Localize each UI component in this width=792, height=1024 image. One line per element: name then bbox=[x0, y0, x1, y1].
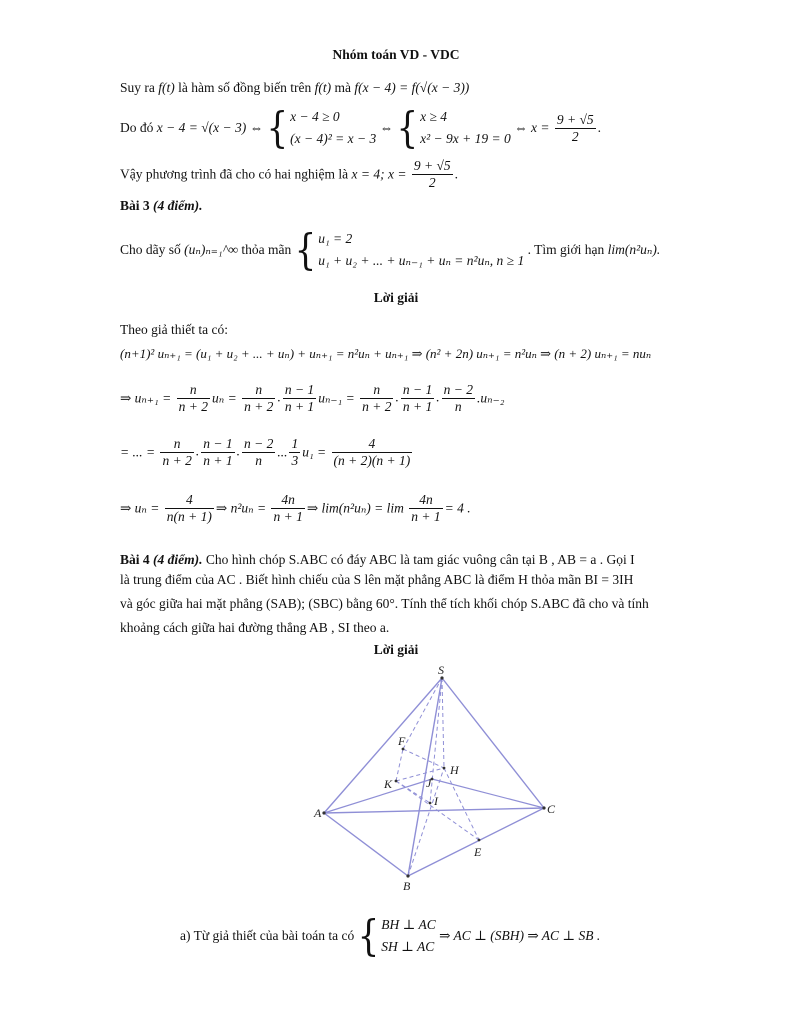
frac-den: n bbox=[255, 453, 263, 468]
sys-row: x ≥ 4 bbox=[420, 109, 448, 124]
brace-icon: { bbox=[357, 911, 380, 961]
frac-den: n(n + 1) bbox=[166, 509, 212, 524]
section-points: (4 điểm). bbox=[153, 198, 203, 213]
line-do-do: Do đó x − 4 = √(x − 3) ⇔ { x − 4 ≥ 0 (x − 4)² = x − 3 ⇔ { x ≥ 4 x² − 9x + 19 = 0 ⇔ x = $\frac{9 + √5}{2}$ . bbox=[120, 103, 601, 153]
fraction bbox=[409, 492, 442, 525]
line-suy-ra bbox=[120, 80, 469, 96]
fraction bbox=[283, 382, 316, 415]
math: ⇒ lim(n²uₙ) = lim bbox=[306, 500, 404, 516]
edge-AB bbox=[324, 813, 408, 876]
dash-KI bbox=[396, 781, 430, 803]
fraction bbox=[177, 382, 210, 415]
math: ... bbox=[277, 444, 288, 460]
fraction bbox=[555, 112, 596, 145]
brace-icon: { bbox=[396, 103, 419, 153]
fraction bbox=[412, 158, 453, 191]
math: uₙ₋₁ = bbox=[318, 390, 355, 406]
bai3-s4: = ... = $\frac{n}{n + 2}$ . $\frac{n - 1}{n + 1}$ . $\frac{n - 2}{n}$ ... $\frac{1}{3}$ u₁ = $\frac{4}{(n + 2)(n + 1)}$ bbox=[120, 436, 411, 468]
frac-num: 4n bbox=[271, 492, 304, 509]
frac-num: 4 bbox=[332, 436, 413, 453]
fraction bbox=[401, 382, 434, 415]
text: . Tìm giới hạn bbox=[527, 242, 605, 257]
edge-AC bbox=[324, 808, 544, 813]
math: ⇒ uₙ₊₁ = bbox=[120, 390, 172, 406]
text: Do đó bbox=[120, 120, 154, 135]
dash-HE bbox=[444, 768, 479, 840]
frac-num: n bbox=[177, 382, 210, 399]
math: x − 4 = √(x − 3) ⇔ bbox=[156, 120, 264, 135]
frac-num: n − 1 bbox=[284, 382, 315, 397]
fraction bbox=[271, 492, 304, 525]
frac-den: 2 bbox=[571, 128, 579, 144]
bai4-solution-heading: Lời giải bbox=[373, 642, 419, 657]
frac-num: 4n bbox=[409, 492, 442, 509]
edge-JC bbox=[432, 779, 544, 808]
text: là hàm số đồng biến trên bbox=[178, 80, 312, 95]
math: ⇒ AC ⊥ (SBH) ⇒ AC ⊥ SB . bbox=[439, 928, 601, 943]
dash-FH bbox=[403, 749, 444, 768]
edge-BC bbox=[408, 808, 544, 876]
label-K: K bbox=[384, 777, 393, 791]
bai3-s1: Theo giả thiết ta có: bbox=[120, 322, 228, 337]
frac-den: n + 2 bbox=[362, 399, 392, 414]
bai4-statement bbox=[120, 548, 680, 572]
dash-KF bbox=[396, 749, 403, 781]
system-part-a bbox=[381, 914, 435, 958]
math: = ... = bbox=[120, 444, 156, 460]
text: mà bbox=[334, 80, 351, 95]
bai3-s2: (n+1)² uₙ₊₁ = (u₁ + u₂ + ... + uₙ) + uₙ₊₁ = n²uₙ + uₙ₊₁ ⇒ (n² + 2n) uₙ₊₁ = n²uₙ ⇒ (n + 2) uₙ₊₁ = nuₙ bbox=[120, 346, 652, 361]
sys-row: BH ⊥ AC bbox=[381, 917, 436, 932]
bai3-title bbox=[120, 198, 203, 214]
dash-SH bbox=[442, 678, 444, 768]
frac-den: n + 1 bbox=[203, 453, 233, 468]
section-title: Bài 3 bbox=[120, 198, 150, 213]
label-C: C bbox=[547, 802, 556, 816]
math: (uₙ)ₙ₌₁^∞ bbox=[184, 242, 238, 257]
label-A: A bbox=[314, 806, 322, 820]
bai3-solution-heading: Lời giải bbox=[373, 290, 419, 305]
frac-den: n bbox=[454, 399, 462, 414]
bai4-p3: và góc giữa hai mặt phẳng (SAB); (SBC) bằng 60°. Tính thể tích khối chóp S.ABC đã cho và tính bbox=[120, 596, 649, 611]
fraction bbox=[332, 436, 413, 469]
math: x = 4; x = bbox=[351, 166, 407, 182]
sys-row: SH ⊥ AC bbox=[381, 939, 435, 954]
fraction bbox=[242, 436, 275, 469]
text: thỏa mãn bbox=[241, 242, 292, 257]
label-I: I bbox=[434, 794, 438, 808]
label-F: F bbox=[398, 734, 406, 748]
frac-num: 4 bbox=[165, 492, 214, 509]
pyramid-figure bbox=[314, 663, 558, 898]
brace-icon: { bbox=[266, 103, 289, 153]
math: lim(n²uₙ). bbox=[607, 242, 661, 257]
sys-row: u₁ = 2 bbox=[318, 231, 353, 246]
math: u₁ = bbox=[302, 444, 327, 460]
math: ⇒ uₙ = bbox=[120, 500, 160, 516]
frac-num: n bbox=[360, 382, 393, 399]
math: = 4 . bbox=[444, 500, 471, 516]
frac-num: n − 1 bbox=[402, 382, 433, 397]
section-points: (4 điểm). bbox=[153, 552, 203, 567]
text: Cho dãy số bbox=[120, 242, 181, 257]
frac-num: 9 + √5 bbox=[413, 158, 451, 173]
frac-num: n − 1 bbox=[203, 436, 233, 451]
fraction bbox=[442, 382, 475, 415]
frac-den: 3 bbox=[291, 453, 299, 468]
math: ⇒ n²uₙ = bbox=[215, 500, 267, 516]
brace-icon: { bbox=[294, 225, 317, 275]
frac-den: n + 1 bbox=[402, 399, 433, 414]
system-2 bbox=[420, 106, 511, 150]
bai3-s5 bbox=[120, 492, 471, 525]
edge-SB bbox=[408, 678, 442, 876]
text: a) Từ giả thiết của bài toán ta có bbox=[180, 928, 355, 943]
page-header: Nhóm toán VD - VDC bbox=[332, 47, 460, 62]
frac-num: n − 2 bbox=[243, 436, 274, 451]
bai4-p4: khoảng cách giữa hai đường thẳng AB , SI theo a. bbox=[120, 620, 390, 635]
label-B: B bbox=[403, 879, 411, 893]
math: ⇔ bbox=[379, 120, 394, 135]
dash-KH bbox=[396, 768, 444, 781]
line-vay: Vậy phương trình đã cho có hai nghiệm là x = 4; x = $\frac{9 + √5}{2}$ . bbox=[120, 158, 459, 190]
text: Suy ra bbox=[120, 80, 155, 95]
math: uₙ = bbox=[211, 390, 237, 406]
frac-den: (n + 2)(n + 1) bbox=[333, 453, 411, 468]
label-E: E bbox=[474, 845, 482, 859]
bai3-s3: ⇒ uₙ₊₁ = $\frac{n}{n + 2}$ uₙ = $\frac{n}{n + 2}$ . $\frac{n - 1}{n + 1}$ uₙ₋₁ = $\frac{n}{n + 2}$ . $\frac{n - 1}{n + 1}$ . $\frac{n - 2}{n}$ .uₙ₋₂ bbox=[120, 382, 505, 414]
math: f(x − 4) = f(√(x − 3)) bbox=[354, 80, 470, 95]
sys-row: u₁ + u₂ + ... + uₙ₋₁ + uₙ = n²uₙ, n ≥ 1 bbox=[318, 253, 525, 268]
math: .uₙ₋₂ bbox=[476, 390, 505, 406]
frac-den: n + 1 bbox=[411, 509, 441, 524]
bai3-statement bbox=[120, 225, 661, 275]
text: Vậy phương trình đã cho có hai nghiệm là bbox=[120, 166, 349, 182]
bai4-part-a bbox=[180, 911, 601, 961]
fraction bbox=[242, 382, 275, 415]
frac-num: n bbox=[160, 436, 193, 453]
frac-den: n + 1 bbox=[273, 509, 303, 524]
system-bai3 bbox=[318, 228, 524, 272]
edge-SA bbox=[324, 678, 442, 813]
frac-den: n + 1 bbox=[284, 399, 315, 414]
frac-den: 2 bbox=[428, 175, 436, 190]
math: f(t) bbox=[158, 80, 175, 95]
text: Cho hình chóp S.ABC có đáy ABC là tam giác vuông cân tại B , AB = a . Gọi I bbox=[205, 552, 635, 567]
label-H: H bbox=[450, 763, 459, 777]
math: f(t) bbox=[314, 80, 332, 95]
sys-row: x² − 9x + 19 = 0 bbox=[420, 131, 511, 146]
fraction bbox=[201, 436, 234, 469]
frac-den: n + 2 bbox=[162, 453, 192, 468]
sys-row: (x − 4)² = x − 3 bbox=[290, 131, 377, 146]
fraction bbox=[165, 492, 214, 525]
bai4-p2: là trung điểm của AC . Biết hình chiếu của S lên mặt phẳng ABC là điểm H thỏa mãn BI = 3IH bbox=[120, 572, 634, 587]
math: ⇔ x = bbox=[514, 120, 550, 135]
sys-row: x − 4 ≥ 0 bbox=[290, 109, 340, 124]
label-S: S bbox=[438, 663, 444, 677]
frac-num: 1 bbox=[291, 436, 299, 451]
frac-den: n + 2 bbox=[244, 399, 274, 414]
fraction bbox=[289, 436, 300, 469]
frac-den: n + 2 bbox=[178, 399, 208, 414]
frac-num: n bbox=[242, 382, 275, 399]
system-1 bbox=[290, 106, 376, 150]
fraction bbox=[160, 436, 193, 469]
fraction bbox=[360, 382, 393, 415]
edge-AJ bbox=[324, 779, 432, 813]
frac-num: n − 2 bbox=[443, 382, 473, 397]
frac-num: 9 + √5 bbox=[556, 111, 594, 127]
label-J: J bbox=[426, 776, 432, 790]
section-title: Bài 4 bbox=[120, 552, 150, 567]
edge-SC bbox=[442, 678, 544, 808]
